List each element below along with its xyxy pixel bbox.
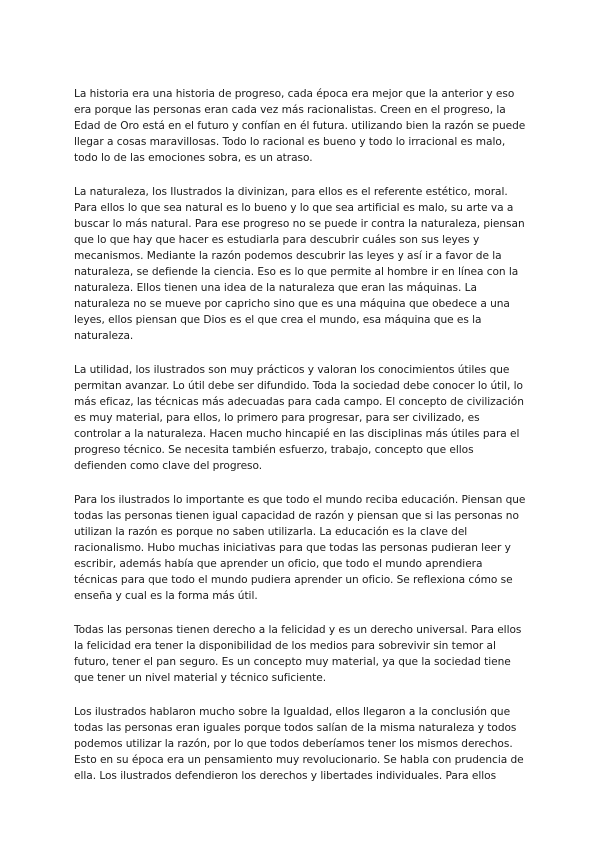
paragraph-happiness: Todas las personas tienen derecho a la felicidad y es un derecho universal. Para ellos la felicidad era tener la disponibilidad de los medios para sobrevivir sin temor al futuro, tener el pan seguro. Es un concepto muy material, ya que la sociedad tiene que tener un nivel material y técnico suficiente. bbox=[74, 624, 522, 684]
paragraph-equality: Los ilustrados hablaron mucho sobre la Igualdad, ellos llegaron a la conclusión que todas las personas eran iguales porque todos salían de la misma naturaleza y todos podemos utilizar la razón, por lo que todos deberíamos tener los mismos derechos. Esto en su época era un pensamiento muy revolucionario. Se habla con prudencia de ella. Los ilustrados defendieron los derechos y libertades individuales. Para ellos bbox=[74, 706, 524, 782]
paragraph-nature: La naturaleza, los Ilustrados la divinizan, para ellos es el referente estético, moral. Para ellos lo que sea natural es lo bueno y lo que sea artificial es malo, su arte va a buscar lo más natural. Para ese progreso no se puede ir contra la naturaleza, piensan que lo que hay que hacer es estudiarla para descubrir cuáles son sus leyes y mecanismos. Mediante la razón podemos descubrir las leyes y así ir a favor de la naturaleza, se defiende la ciencia. Eso es lo que permite al hombre ir en línea con la naturaleza. Ellos tienen una idea de la naturaleza que eran las máquinas. La naturaleza no se mueve por capricho sino que es una máquina que obedece a una leyes, ellos piensan que Dios es el que crea el mundo, esa máquina que es la naturaleza. bbox=[74, 186, 525, 342]
paragraph-education: Para los ilustrados lo importante es que todo el mundo reciba educación. Piensan que todas las personas tienen igual capacidad de razón y piensan que si las personas no utilizan la razón es porque no saben utilizarla. La educación es la clave del racionalismo. Hubo muchas iniciativas para que todas las personas pudieran leer y escribir, además había que aprender un oficio, que todo el mundo aprendiera técnicas para que todo el mundo pudiera aprender un oficio. Se reflexiona cómo se enseña y cual es la forma más útil. bbox=[74, 494, 526, 602]
paragraph-utility: La utilidad, los ilustrados son muy prácticos y valoran los conocimientos útiles que permitan avanzar. Lo útil debe ser difundido. Toda la sociedad debe conocer lo útil, lo más eficaz, las técnicas más adecuadas para cada campo. El concepto de civilización es muy material, para ellos, lo primero para progresar, para ser civilizado, es controlar a la naturaleza. Hacen mucho hincapié en las disciplinas más útiles para el progreso técnico. Se necesita también esfuerzo, trabajo, concepto que ellos defienden como clave del progreso. bbox=[74, 364, 524, 472]
paragraph-progress: La historia era una historia de progreso, cada época era mejor que la anterior y eso era porque las personas eran cada vez más racionalistas. Creen en el progreso, la Edad de Oro está en el futuro y confían en él futura. utilizando bien la razón se puede llegar a cosas maravillosas. Todo lo racional es bueno y todo lo irracional es malo, todo lo de las emociones sobra, es un atraso. bbox=[74, 88, 526, 164]
